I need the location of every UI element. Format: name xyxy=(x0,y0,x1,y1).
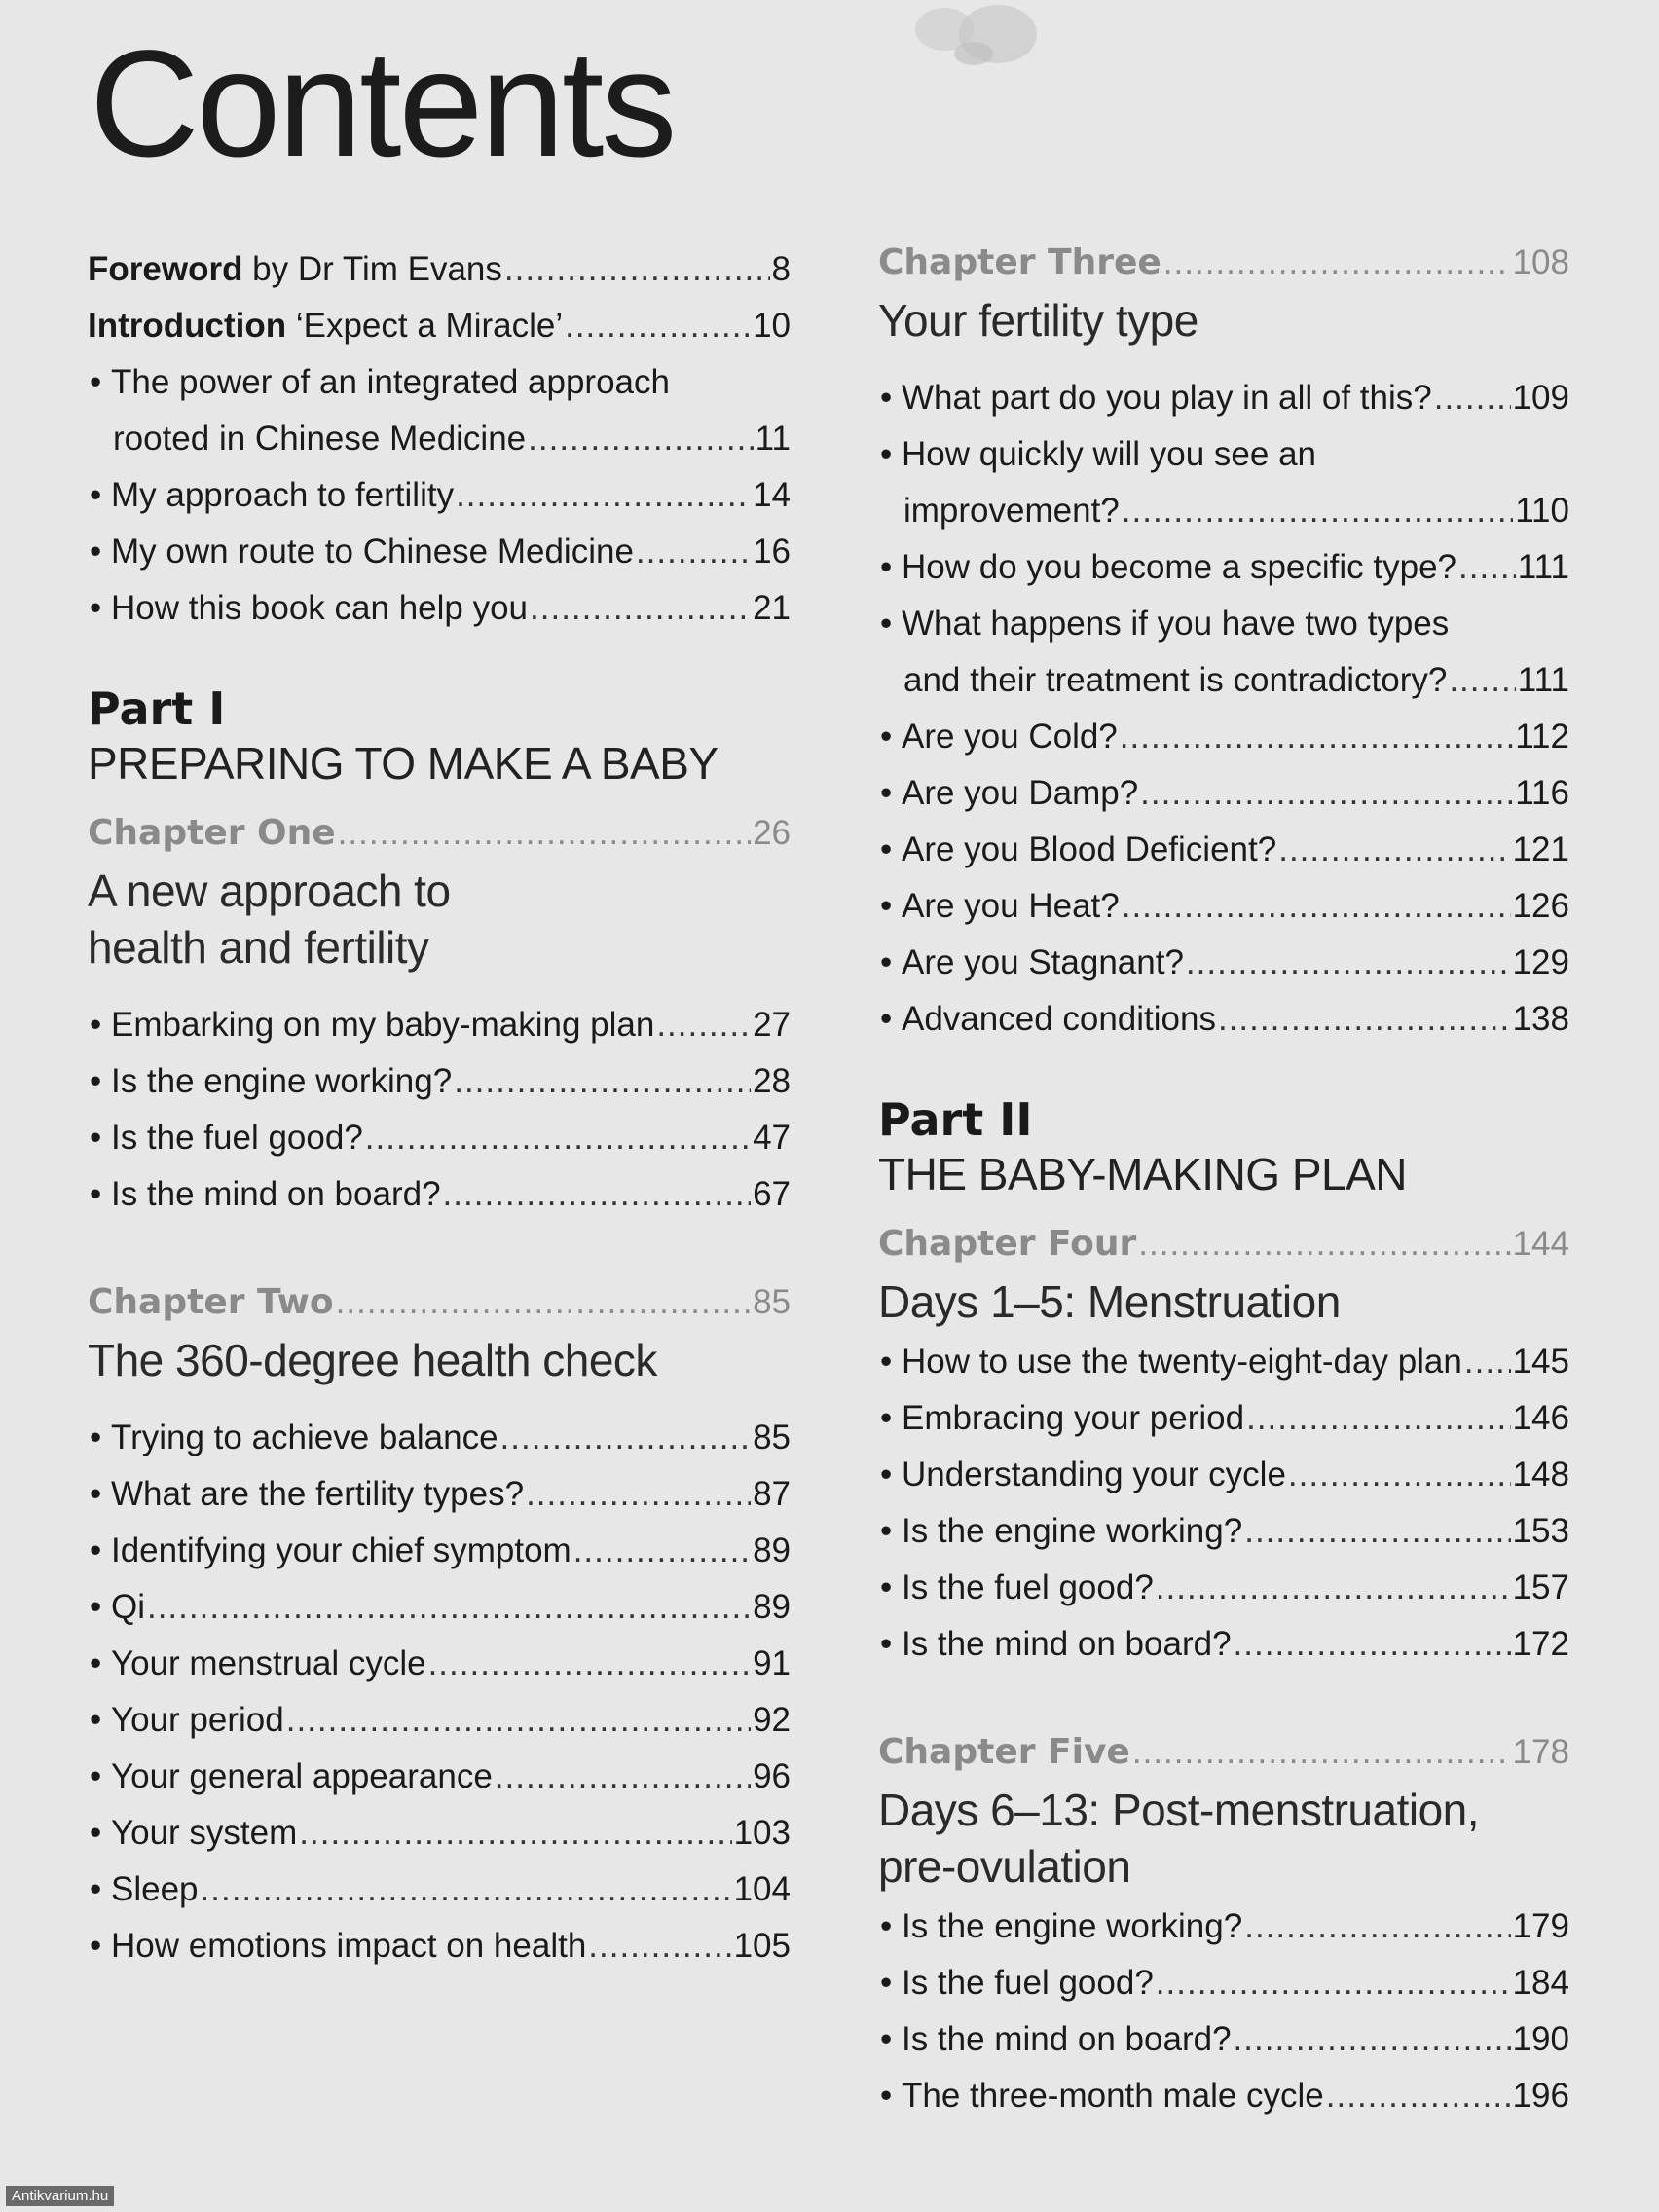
toc-entry[interactable] xyxy=(878,1899,1569,1955)
dot-leader xyxy=(338,804,751,863)
chapter-title: The 360-degree health check xyxy=(88,1335,657,1385)
chapter-heading[interactable] xyxy=(88,1273,791,1332)
entry-label: • Is the fuel good? xyxy=(88,1110,363,1166)
dot-leader xyxy=(1246,1390,1510,1447)
chapter-title-line: Days 6–13: Post-menstruation, xyxy=(878,1785,1480,1835)
toc-entry[interactable] xyxy=(88,411,791,467)
entry-label: • Your general appearance xyxy=(88,1749,493,1805)
toc-entry-line1[interactable] xyxy=(88,354,791,411)
chapter-title-line: health and fertility xyxy=(88,922,429,973)
page-number: 196 xyxy=(1512,2077,1569,2115)
chapter-title-line: A new approach to xyxy=(88,866,451,916)
entry-label: • Is the mind on board? xyxy=(88,1166,441,1223)
entry-label: • Are you Blood Deficient? xyxy=(878,822,1276,878)
entry-label: • How to use the twenty-eight-day plan xyxy=(878,1334,1462,1390)
toc-entry[interactable] xyxy=(88,1523,791,1579)
page-number: 190 xyxy=(1512,2020,1569,2058)
dot-leader xyxy=(1244,1503,1510,1560)
toc-entry[interactable] xyxy=(88,524,791,580)
part-label: Part I xyxy=(88,682,226,735)
dot-leader xyxy=(528,411,754,467)
entry-label: improvement? xyxy=(903,492,1120,530)
toc-entry[interactable] xyxy=(878,1447,1569,1503)
part-title: THE BABY-MAKING PLAN xyxy=(878,1149,1408,1199)
entry-label: • The three-month male cycle xyxy=(878,2068,1324,2124)
dot-leader xyxy=(1449,652,1515,709)
toc-entry[interactable] xyxy=(88,1749,791,1805)
dot-leader xyxy=(1163,234,1511,292)
entry-label: • How quickly will you see an xyxy=(878,426,1316,483)
chapter-heading[interactable] xyxy=(878,1215,1569,1273)
page-number: 87 xyxy=(753,1475,791,1513)
entry-label: • Your period xyxy=(88,1692,284,1749)
toc-entry[interactable] xyxy=(88,1862,791,1918)
page-number: 91 xyxy=(753,1644,791,1682)
entry-label: • Trying to achieve balance xyxy=(88,1410,498,1466)
page-number: 105 xyxy=(733,1927,791,1965)
dot-leader xyxy=(1140,765,1513,822)
dot-leader xyxy=(299,1805,731,1862)
toc-entry-line1[interactable] xyxy=(878,596,1569,652)
dot-leader xyxy=(1278,822,1510,878)
toc-entry[interactable] xyxy=(878,1560,1569,1616)
toc-entry[interactable] xyxy=(878,483,1569,539)
toc-entry[interactable] xyxy=(88,997,791,1053)
page-number: 14 xyxy=(753,476,791,514)
dot-leader xyxy=(526,1466,751,1523)
dot-leader xyxy=(428,1636,751,1692)
entry-label: ‘Expect a Miracle’ xyxy=(286,307,564,345)
entry-bold-label: Foreword xyxy=(88,250,243,288)
watermark: Antikvarium.hu xyxy=(6,2186,114,2206)
page-number: 92 xyxy=(753,1701,791,1739)
chapter-label: Chapter Three xyxy=(878,242,1161,282)
entry-label: • Is the engine working? xyxy=(878,1899,1242,1955)
entry-label: • Advanced conditions xyxy=(878,991,1216,1048)
page-number: 85 xyxy=(753,1283,791,1321)
toc-entry[interactable] xyxy=(878,935,1569,991)
page-number: 148 xyxy=(1512,1456,1569,1493)
page-number: 104 xyxy=(733,1870,791,1908)
dot-leader xyxy=(1156,1560,1511,1616)
page-number: 96 xyxy=(753,1757,791,1795)
toc-entry[interactable] xyxy=(878,1334,1569,1390)
toc-entry[interactable] xyxy=(88,1918,791,1974)
entry-label: by Dr Tim Evans xyxy=(242,250,502,288)
toc-entry[interactable] xyxy=(88,467,791,524)
chapter-label: Chapter Four xyxy=(878,1224,1137,1264)
dot-leader xyxy=(656,997,751,1053)
toc-entry[interactable] xyxy=(88,1053,791,1110)
toc-entry[interactable] xyxy=(878,1616,1569,1673)
entry-label: • How emotions impact on health xyxy=(88,1918,586,1974)
entry-label: • Are you Cold? xyxy=(878,709,1118,765)
chapter-title xyxy=(88,863,791,976)
toc-entry-foreword[interactable] xyxy=(88,241,791,298)
page-number: 89 xyxy=(753,1588,791,1626)
toc-entry[interactable] xyxy=(88,1466,791,1523)
toc-entry[interactable] xyxy=(878,370,1569,426)
page-number: 144 xyxy=(1512,1225,1569,1263)
dot-leader xyxy=(565,298,751,354)
page-number: 11 xyxy=(755,420,791,458)
entry-label: • My own route to Chinese Medicine xyxy=(88,524,634,580)
dot-leader xyxy=(1122,483,1513,539)
page-number: 27 xyxy=(753,1006,791,1044)
chapter-heading[interactable] xyxy=(878,1723,1569,1782)
dot-leader xyxy=(1326,2068,1511,2124)
toc-entry[interactable] xyxy=(878,991,1569,1048)
chapter-title-line: pre-ovulation xyxy=(878,1841,1131,1892)
dot-leader xyxy=(286,1692,751,1749)
entry-label: • Are you Stagnant? xyxy=(878,935,1184,991)
entry-label: • Your system xyxy=(88,1805,297,1862)
chapter-title: Days 1–5: Menstruation xyxy=(878,1276,1341,1327)
dot-leader xyxy=(1122,878,1511,935)
dot-leader xyxy=(456,467,751,524)
entry-label: • Is the mind on board? xyxy=(878,1616,1232,1673)
page-number: 129 xyxy=(1512,943,1569,981)
page-number: 112 xyxy=(1515,718,1569,756)
page-number: 8 xyxy=(771,250,791,288)
dot-leader xyxy=(1288,1447,1511,1503)
page-number: 145 xyxy=(1512,1343,1569,1381)
bee-illustration xyxy=(905,0,1051,78)
dot-leader xyxy=(500,1410,752,1466)
page-number: 178 xyxy=(1512,1733,1569,1771)
toc-entry[interactable] xyxy=(88,1636,791,1692)
entry-label: • How this book can help you xyxy=(88,580,528,637)
page-number: 47 xyxy=(753,1119,791,1157)
dot-leader xyxy=(1458,539,1516,596)
entry-label: • Your menstrual cycle xyxy=(88,1636,426,1692)
page-number: 21 xyxy=(753,589,791,627)
section-gap xyxy=(88,1223,791,1273)
toc-entry[interactable] xyxy=(878,709,1569,765)
entry-label: • The power of an integrated approach xyxy=(88,354,670,411)
page-number: 67 xyxy=(753,1175,791,1213)
entry-label: • Is the fuel good? xyxy=(878,1560,1154,1616)
dot-leader xyxy=(636,524,751,580)
entry-label: • Embracing your period xyxy=(878,1390,1244,1447)
page-number: 116 xyxy=(1515,774,1569,812)
dot-leader xyxy=(147,1579,751,1636)
entry-label: rooted in Chinese Medicine xyxy=(113,420,527,458)
page-number: 157 xyxy=(1512,1568,1569,1606)
page-number: 146 xyxy=(1512,1399,1569,1437)
toc-entry[interactable] xyxy=(878,539,1569,596)
page-number: 172 xyxy=(1512,1625,1569,1663)
dot-leader xyxy=(1132,1723,1511,1782)
entry-label: • Is the engine working? xyxy=(878,1503,1242,1560)
chapter-title xyxy=(878,1782,1569,1895)
dot-leader xyxy=(588,1918,731,1974)
page-number: 10 xyxy=(753,307,791,345)
toc-entry[interactable] xyxy=(878,765,1569,822)
toc-entry[interactable] xyxy=(878,1503,1569,1560)
toc-entry[interactable] xyxy=(88,1692,791,1749)
page-number: 184 xyxy=(1512,1964,1569,2002)
toc-entry[interactable] xyxy=(88,1805,791,1862)
toc-entry[interactable] xyxy=(88,1579,791,1636)
page-number: 109 xyxy=(1512,379,1569,417)
entry-label: • Is the mind on board? xyxy=(878,2011,1232,2068)
chapter-heading[interactable] xyxy=(878,234,1569,292)
page-number: 89 xyxy=(753,1531,791,1569)
entry-label: • Understanding your cycle xyxy=(878,1447,1286,1503)
section-gap xyxy=(878,1673,1569,1723)
entry-label: • Are you Heat? xyxy=(878,878,1120,935)
dot-leader xyxy=(1156,1955,1511,2011)
page-number: 126 xyxy=(1512,887,1569,925)
dot-leader xyxy=(1186,935,1511,991)
dot-leader xyxy=(530,580,751,637)
page-number: 110 xyxy=(1515,492,1569,530)
page-number: 26 xyxy=(753,814,791,852)
page-number: 85 xyxy=(753,1419,791,1456)
dot-leader xyxy=(1464,1334,1511,1390)
entry-label: • What part do you play in all of this? xyxy=(878,370,1432,426)
toc-entry[interactable] xyxy=(878,652,1569,709)
dot-leader xyxy=(573,1523,751,1579)
toc-entry[interactable] xyxy=(878,2011,1569,2068)
toc-entry[interactable] xyxy=(878,878,1569,935)
dot-leader xyxy=(1120,709,1513,765)
entry-label: • Qi xyxy=(88,1579,145,1636)
page-number: 16 xyxy=(753,533,791,571)
dot-leader xyxy=(454,1053,751,1110)
toc-entry[interactable] xyxy=(878,2068,1569,2124)
entry-label: • Identifying your chief symptom xyxy=(88,1523,571,1579)
entry-label: • How do you become a specific type? xyxy=(878,539,1456,596)
dot-leader xyxy=(1434,370,1511,426)
dot-leader xyxy=(1234,2011,1511,2068)
entry-label: • My approach to fertility xyxy=(88,467,454,524)
entry-label: • Sleep xyxy=(88,1862,199,1918)
entry-label: • Is the engine working? xyxy=(88,1053,452,1110)
part-label: Part II xyxy=(878,1093,1033,1146)
chapter-label: Chapter Five xyxy=(878,1732,1130,1772)
toc-entry[interactable] xyxy=(878,822,1569,878)
chapter-title: Your fertility type xyxy=(878,295,1198,346)
entry-bold-label: Introduction xyxy=(88,307,287,345)
dot-leader xyxy=(1138,1215,1510,1273)
dot-leader xyxy=(1244,1899,1510,1955)
page-number: 179 xyxy=(1512,1907,1569,1945)
dot-leader xyxy=(336,1273,751,1332)
entry-label: and their treatment is contradictory? xyxy=(903,661,1448,699)
toc-entry[interactable] xyxy=(88,1166,791,1223)
page-number: 28 xyxy=(753,1062,791,1100)
toc-left-column xyxy=(88,241,791,1974)
dot-leader xyxy=(504,241,770,298)
entry-label: • Embarking on my baby-making plan xyxy=(88,997,654,1053)
toc-entry-line1[interactable] xyxy=(878,426,1569,483)
page-number: 138 xyxy=(1512,1000,1569,1038)
entry-label: • What happens if you have two types xyxy=(878,596,1449,652)
page-title: Contents xyxy=(90,19,675,189)
toc-entry[interactable] xyxy=(878,1955,1569,2011)
toc-entry[interactable] xyxy=(88,1410,791,1466)
toc-entry-introduction[interactable] xyxy=(88,298,791,354)
page-number: 121 xyxy=(1512,830,1569,868)
chapter-label: Chapter Two xyxy=(88,1282,334,1322)
toc-entry[interactable] xyxy=(88,1110,791,1166)
page-number: 153 xyxy=(1512,1512,1569,1550)
chapter-heading[interactable] xyxy=(88,804,791,863)
toc-entry[interactable] xyxy=(88,580,791,637)
chapter-label: Chapter One xyxy=(88,813,336,853)
toc-right-column xyxy=(878,234,1569,2124)
page-number: 103 xyxy=(733,1814,791,1852)
page-number: 108 xyxy=(1512,243,1569,281)
entry-label: • Are you Damp? xyxy=(878,765,1138,822)
page-number: 111 xyxy=(1517,661,1569,699)
dot-leader xyxy=(365,1110,751,1166)
dot-leader xyxy=(495,1749,751,1805)
dot-leader xyxy=(201,1862,732,1918)
dot-leader xyxy=(1218,991,1511,1048)
toc-entry[interactable] xyxy=(878,1390,1569,1447)
entry-label: • Is the fuel good? xyxy=(878,1955,1154,2011)
entry-label: • What are the fertility types? xyxy=(88,1466,524,1523)
page-number: 111 xyxy=(1517,548,1569,586)
dot-leader xyxy=(1234,1616,1511,1673)
dot-leader xyxy=(443,1166,752,1223)
part-title: PREPARING TO MAKE A BABY xyxy=(88,738,719,789)
